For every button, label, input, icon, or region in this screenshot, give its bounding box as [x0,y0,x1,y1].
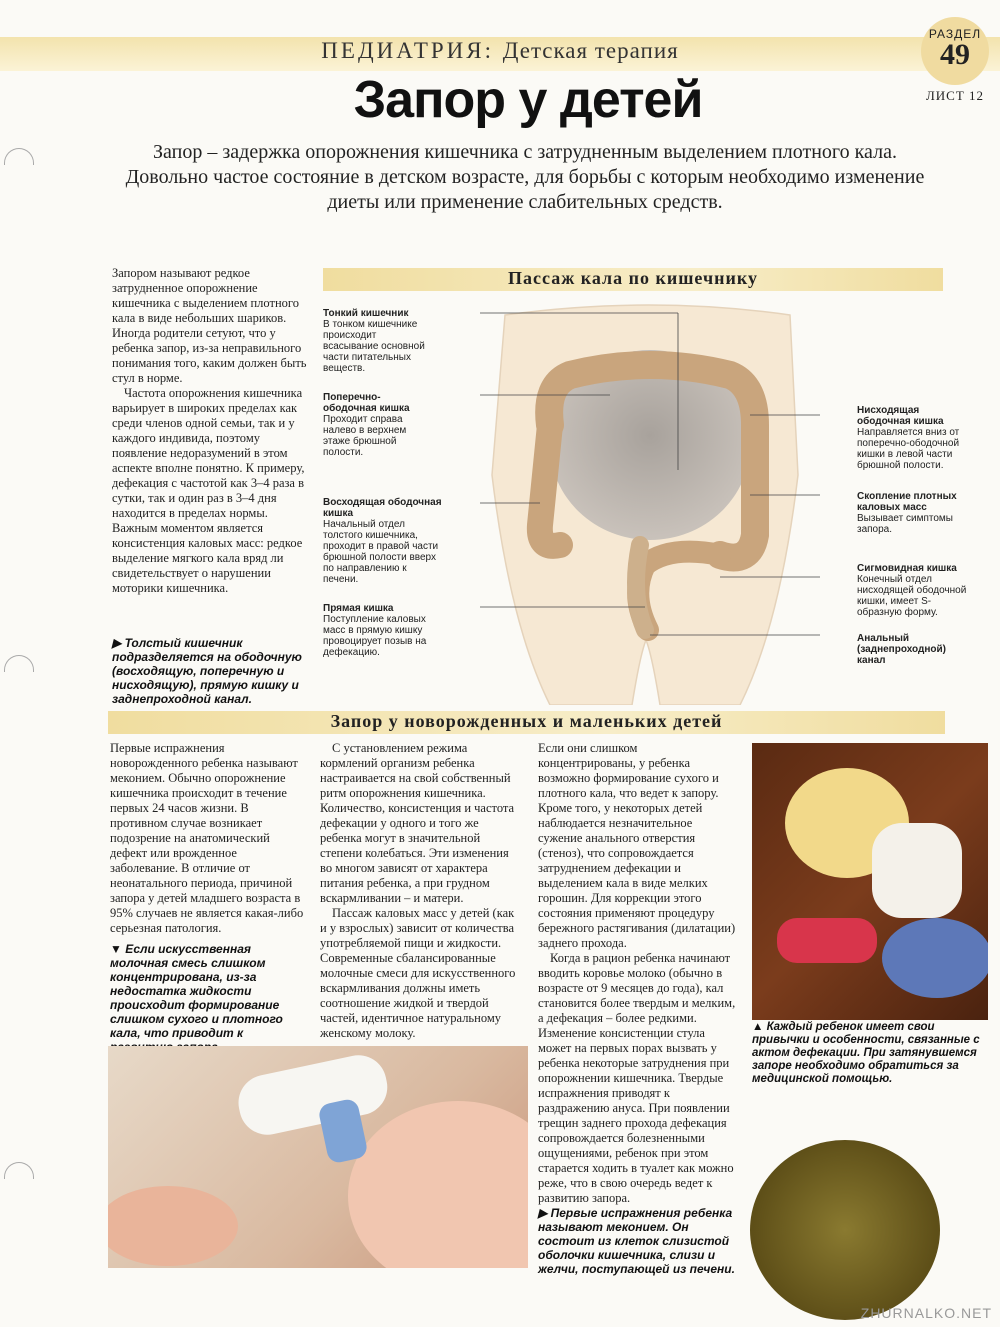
section2-col3-note: ▶ Первые испражнения ребенка называют меконием. Он состоит из клеток слизистой оболочки кишечника, слизи и желчи, поступающей из печени. [538,1206,735,1276]
binder-hole [4,1162,34,1179]
header-category [0,38,1000,64]
child-pants [777,918,877,963]
section2-col3 [538,741,738,1206]
child-shirt [872,823,962,918]
binder-hole [4,655,34,672]
paragraph: Пассаж каловых масс у детей (как и у взрослых) зависит от количества употребляемой пищи и жидкости. Современные сбалансированные молочные смеси для искусственного вскармливания должны иметь соотношение жидкой и твердой частей, идентичное натуральному женскому молоку. [320,906,516,1040]
paragraph: Когда в рацион ребенка начинают вводить коровье молоко (обычно в возрасте от 9 месяцев до года), кал становится более твердым и мелким, а дефекация – более редкими. Изменение консистенции стула может на первых порах вызвать у ребенка некоторые затруднения при опорожнении кишечника. Твердые испражнения приводят к раздражению ануса. При появлении трещин заднего прохода дефекация сопровождается болезненными ощущениями, ребенок при этом старается ходить в туалет как можно реже, что в свою очередь ведет к развитию запора. [538,951,736,1205]
label-anal-canal: Анальный (заднепроходной) канал [857,633,946,666]
label-rectum: Прямая кишка Поступление каловых масс в прямую кишку провоцирует позыв на дефекацию. [323,603,427,658]
paragraph: Если они слишком концентрированы, у ребенка возможно формирование сухого и плотного кала, что ведет к запору. Кроме того, у некоторых детей наблюдается незначительное сужение анального отверстия (стеноз), что сопровождается затруднением дефекации и выделением кала в виде мелких горошин. Для коррекции этого состояния применяют процедуру бережного растягивания (дилатации) заднего прохода. [538,741,736,950]
watermark: ZHURNALKO.NET [860,1305,992,1321]
sheet-number: ЛИСТ 12 [925,88,985,103]
paragraph: Первые испражнения новорожденного ребенка называют меконием. Обычно опорожнение кишечника происходит в течение первых 24 часов жизни. В противном случае возникает подозрение на анатомический дефект или врожденное заболевание. В отличие от неонатального периода, причиной запора у детей младшего возраста в 95% случаев не является какая-либо серьезная патология. [110,741,304,935]
hand [108,1186,238,1266]
paragraph: Запором называют редкое затрудненное опорожнение кишечника с выделением плотного кала в виде небольших шариков. Иногда родители сетуют, что у ребенка запор, из-за неправильного понимания того, каким должен быть стул в норме. [112,266,307,385]
rectum-shape [636,545,645,630]
section2-title: Запор у новорожденных и маленьких детей [330,711,723,731]
child-on-potty-photo [752,743,988,1020]
section-number: 49 [940,38,970,71]
left-column [112,266,310,596]
section2-col1-note: ▼ Если искусственная молочная смесь слишком концентрирована, из-за недостатка жидкости происходит формирование слишком сухого и плотного кала, что приводит к [110,942,283,1040]
section-label: РАЗДЕЛ [928,27,982,41]
baby-feeding-photo [108,1046,528,1268]
photo-caption: ▲ Каждый ребенок имеет свои привычки и особенности, связанные с актом дефекации. При затянувшемся запоре необходимо обратиться за медицинской помощью. [752,1021,980,1085]
label-sigmoid-colon: Сигмовидная кишка Конечный отдел нисходящей ободочной кишки, имеет S-образную форму. [857,563,967,618]
subcategory-label: Детская терапия [502,38,679,63]
baby-head [348,1101,528,1268]
binder-hole [4,148,34,165]
category-label: ПЕДИАТРИЯ: [321,38,495,63]
diagram-title: Пассаж кала по кишечнику [508,268,758,288]
section2-col2 [320,741,520,1041]
label-descending-colon: Нисходящая ободочная кишка Направляется вниз от поперечно-ободочной кишки в левой части брюшной полости. [857,405,960,471]
section2-col1 [110,741,308,936]
label-small-intestine: Тонкий кишечник В тонком кишечнике происходит всасывание основной части питательных веществ. [323,308,425,374]
page-title: Запор у детей [353,71,703,129]
intestine-diagram [480,295,820,705]
paragraph: С установлением режима кормлений организм ребенка настраивается на свой собственный ритм опорожнения кишечника. Количество, консистенция и частота дефекации у одного и того же ребенка могут в значительной степени колебаться. Эти изменения во многом зависят от характера питания ребенка, а при грудном вскармливании – и матери. [320,741,515,905]
paragraph: Частота опорожнения кишечника варьирует в широких пределах как среди членов одной семьи, так и у каждого индивида, поэтому появление недоразумений в этом аспекте вполне понятно. К примеру, дефекация с частотой как 3–4 раза в сутки, так и один раз в 3–4 дня находится в пределах нормы. Важным моментом является консистенция каловых масс: редкое выделение мягкого кала вряд ли свидетельствует о нарушении моторики кишечника. [112,386,305,595]
stool-photo [750,1140,940,1320]
intro-text: Запор – задержка опорожнения кишечника с затрудненным выделением плотного кала. Довольно частое состояние в детском возрасте, для борьбы с которым необходимо изменение диеты или применение слабительных средств. [125,141,925,213]
bottle [233,1050,392,1140]
potty [882,918,988,998]
label-accumulation: Скопление плотных каловых масс Вызывает симптомы запора. [857,491,957,535]
left-note: ▶ Толстый кишечник подразделяется на ободочную (восходящую, поперечную и нисходящую), прямую кишку и заднепроходной канал. [112,636,302,706]
label-ascending-colon: Восходящая ободочная кишка Начальный отдел толстого кишечника, проходит в правой части брюшной полости вверх по направлению к печени. [323,497,442,585]
label-transverse-colon: Поперечно-ободочная кишка Проходит справа налево в верхнем этаже брюшной полости. [323,392,410,458]
